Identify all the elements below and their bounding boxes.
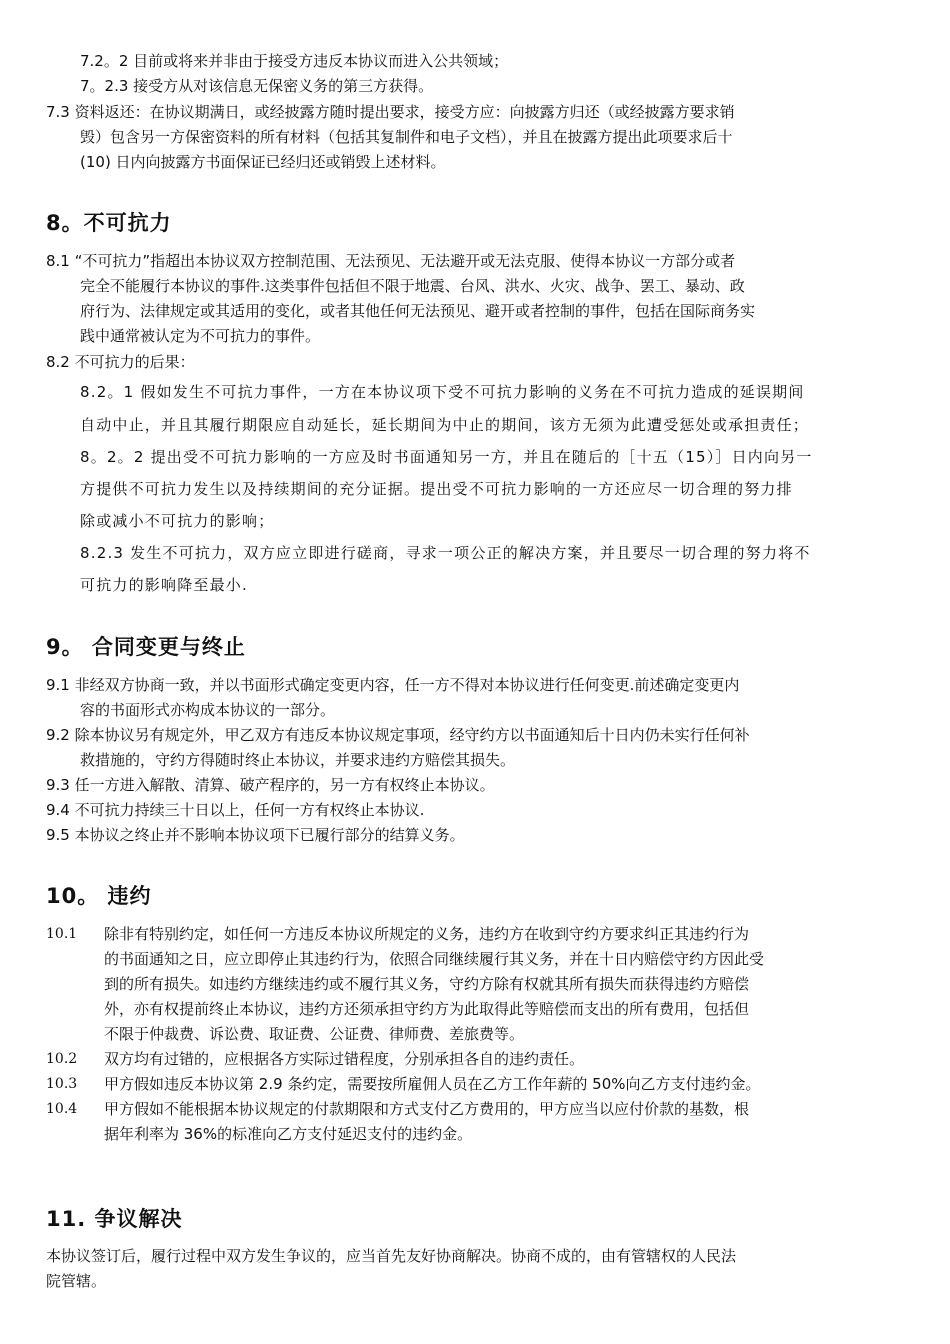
clause-9-4: 9.4 不可抗力持续三十日以上，任何一方有权终止本协议. bbox=[46, 801, 425, 819]
clause-10-1-line-2: 的书面通知之日，应立即停止其违约行为，依照合同继续履行其义务，并在十日内赔偿守约方因此受 bbox=[104, 950, 765, 968]
clause-10-1-line-4: 外，亦有权提前终止本协议，违约方还须承担守约方为此取得此等赔偿而支出的所有费用，包括但 bbox=[104, 1000, 750, 1018]
clause-8-1-line-4: 践中通常被认定为不可抗力的事件。 bbox=[80, 327, 321, 345]
clause-8-2: 8.2 不可抗力的后果： bbox=[46, 353, 195, 371]
clause-8-2-2-line-3: 除或减小不可抗力的影响； bbox=[80, 512, 275, 530]
clause-10-2: 双方均有过错的，应根据各方实际过错程度，分别承担各自的违约责任。 bbox=[104, 1050, 585, 1068]
clause-10-1-line-1: 除非有特别约定，如任何一方违反本协议所规定的义务，违约方在收到守约方要求纠正其违约行为 bbox=[104, 925, 750, 943]
section-8-heading: 8。不可抗力 bbox=[46, 211, 172, 235]
clause-8-1-line-1: 8.1 “不可抗力”指超出本协议双方控制范围、无法预见、无法避开或无法克服、使得本协议一方部分或者 bbox=[46, 252, 736, 270]
clause-9-2-line-2: 救措施的，守约方得随时终止本协议，并要求违约方赔偿其损失。 bbox=[80, 751, 516, 769]
clause-8-1-line-3: 府行为、法律规定或其适用的变化，或者其他任何无法预见、避开或者控制的事件，包括在国际商务实 bbox=[80, 302, 756, 320]
clause-10-1-number: 10.1 bbox=[46, 926, 78, 942]
clause-8-1-line-2: 完全不能履行本协议的事件.这类事件包括但不限于地震、台风、洪水、火灾、战争、罢工、暴动、政 bbox=[80, 277, 745, 295]
section-11-paragraph-line-1: 本协议签订后，履行过程中双方发生争议的，应当首先友好协商解决。协商不成的，由有管辖权的人民法 bbox=[46, 1247, 737, 1265]
clause-7-2-2: 7.2。2 目前或将来并非由于接受方违反本协议而进入公共领域； bbox=[80, 52, 509, 70]
clause-10-1-line-3: 到的所有损失。如违约方继续违约或不履行其义务，守约方除有权就其所有损失而获得违约方赔偿 bbox=[104, 975, 750, 993]
clause-10-1-line-5: 不限于仲裁费、诉讼费、取证费、公证费、律师费、差旅费等。 bbox=[104, 1025, 525, 1043]
clause-8-2-1-line-2: 自动中止，并且其履行期限应自动延长，延长期间为中止的期间，该方无须为此遭受惩处或承担责任； bbox=[80, 416, 810, 434]
clause-10-2-number: 10.2 bbox=[46, 1051, 78, 1067]
clause-10-4-number: 10.4 bbox=[46, 1101, 78, 1117]
clause-8-2-3-line-1: 8.2.3 发生不可抗力，双方应立即进行磋商，寻求一项公正的解决方案，并且要尽一切合理的努力将不 bbox=[80, 544, 811, 562]
section-11-paragraph-line-2: 院管辖。 bbox=[46, 1272, 107, 1290]
clause-7-2-3: 7。2.3 接受方从对该信息无保密义务的第三方获得。 bbox=[80, 77, 434, 95]
clause-10-4-line-2: 据年利率为 36%的标准向乙方支付延迟支付的违约金。 bbox=[104, 1125, 473, 1143]
clause-8-2-2-line-2: 方提供不可抗力发生以及持续期间的充分证据。提出受不可抗力影响的一方还应尽一切合理的努力排 bbox=[80, 480, 793, 498]
clause-9-1-line-2: 容的书面形式亦构成本协议的一部分。 bbox=[80, 701, 336, 719]
clause-8-2-1-line-1: 8.2。1 假如发生不可抗力事件，一方在本协议项下受不可抗力影响的义务在不可抗力造成的延误期间 bbox=[80, 383, 805, 401]
clause-8-2-2-line-1: 8。2。2 提出受不可抗力影响的一方应及时书面通知另一方，并且在随后的［十五（15）］日内向另一 bbox=[80, 448, 813, 466]
clause-7-3-line-3: (10) 日内向披露方书面保证已经归还或销毁上述材料。 bbox=[80, 153, 446, 171]
clause-9-1-line-1: 9.1 非经双方协商一致，并以书面形式确定变更内容，任一方不得对本协议进行任何变更.前述确定变更内 bbox=[46, 676, 740, 694]
section-11-heading: 11. 争议解决 bbox=[46, 1207, 183, 1231]
clause-10-3: 甲方假如违反本协议第 2.9 条约定，需要按所雇佣人员在乙方工作年薪的 50%向乙方支付违约金。 bbox=[104, 1075, 761, 1093]
clause-7-3-line-1: 7.3 资料返还：在协议期满日，或经披露方随时提出要求，接受方应：向披露方归还（或经披露方要求销 bbox=[46, 103, 735, 121]
clause-7-3-line-2: 毁）包含另一方保密资料的所有材料（包括其复制件和电子文档），并且在披露方提出此项要求后十 bbox=[80, 128, 733, 146]
clause-9-2-line-1: 9.2 除本协议另有规定外，甲乙双方有违反本协议规定事项，经守约方以书面通知后十日内仍未实行任何补 bbox=[46, 726, 750, 744]
clause-8-2-3-line-2: 可抗力的影响降至最小. bbox=[80, 576, 248, 594]
section-9-heading: 9。 合同变更与终止 bbox=[46, 635, 246, 659]
clause-9-3: 9.3 任一方进入解散、清算、破产程序的，另一方有权终止本协议。 bbox=[46, 776, 495, 794]
section-10-heading: 10。 违约 bbox=[46, 884, 152, 908]
clause-10-3-number: 10.3 bbox=[46, 1076, 78, 1092]
clause-10-4-line-1: 甲方假如不能根据本协议规定的付款期限和方式支付乙方费用的，甲方应当以应付价款的基数，根 bbox=[104, 1100, 750, 1118]
clause-9-5: 9.5 本协议之终止并不影响本协议项下已履行部分的结算义务。 bbox=[46, 826, 465, 844]
